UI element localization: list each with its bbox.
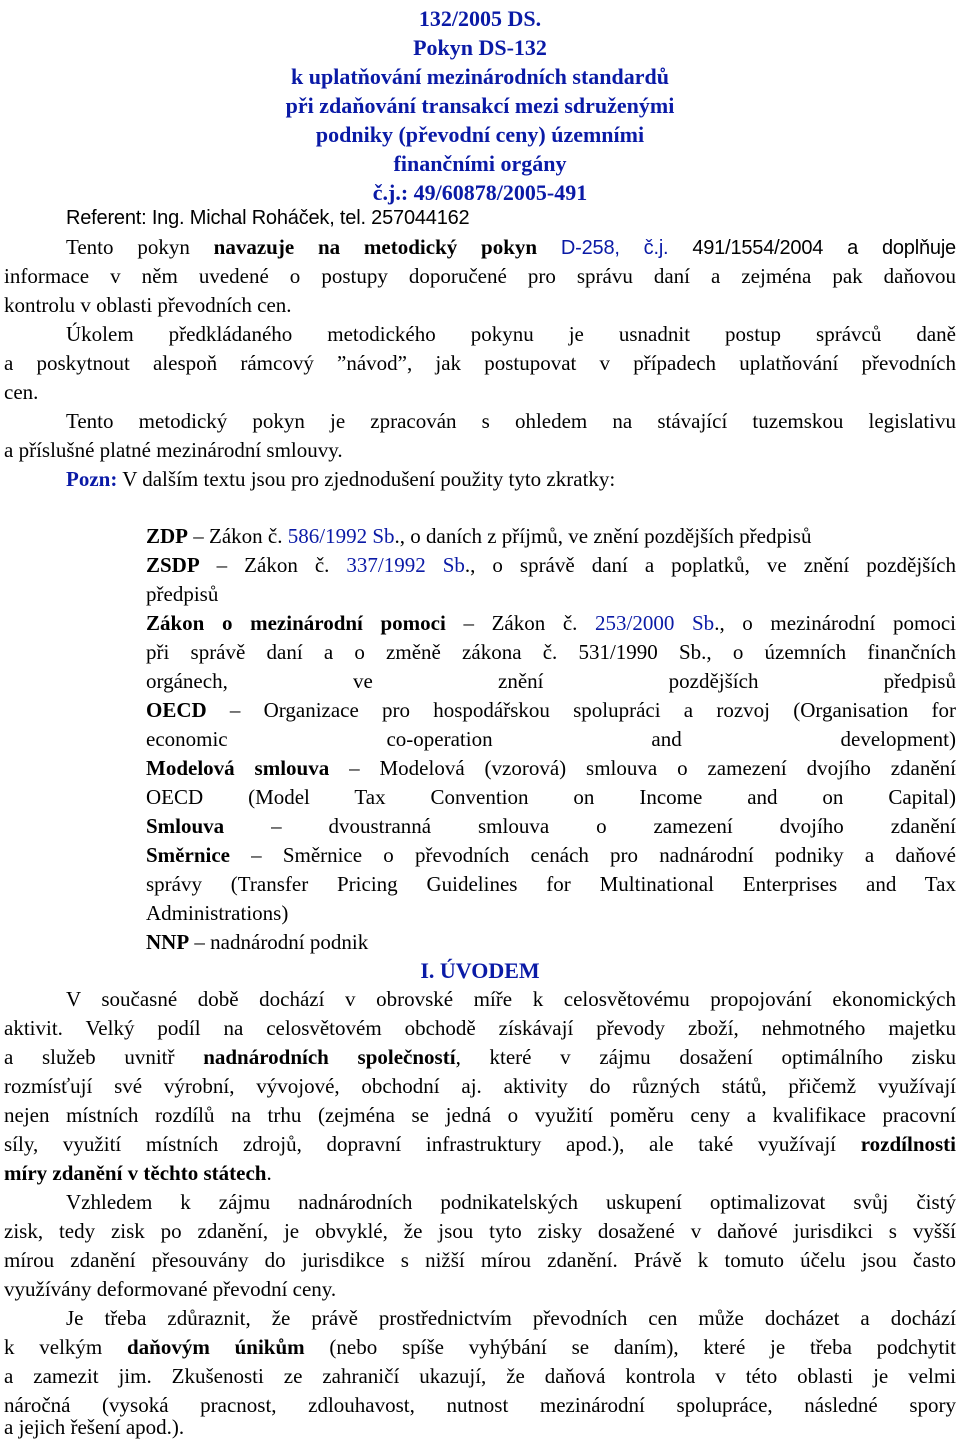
intro-p3-line2: a příslušné platné mezinárodní smlouvy. — [4, 438, 343, 462]
word: co-operation — [386, 727, 493, 751]
word: development) — [840, 727, 956, 751]
abbr-smernice — [146, 841, 956, 870]
abbr-zmp-line2: při správě daní a o změně zákona č. 531/1990 Sb., o územních finančních — [146, 640, 956, 664]
uvodem-a3-pre: a služeb uvnitř — [4, 1045, 204, 1069]
abbr-smlouva — [146, 812, 956, 841]
abbr-smer-line3: Administrations) — [146, 901, 289, 925]
abbr-ms-line2: OECD (Model Tax Convention on Income and on Capital) — [146, 785, 956, 809]
header-line-pokyn: Pokyn DS-132 — [413, 35, 547, 60]
uvodem-a-line6 — [4, 1130, 956, 1159]
pozn-label: Pozn: — [66, 467, 118, 491]
abbr-zdp-a: – Zákon č. — [188, 524, 288, 548]
intro-p1-rest: 491/1554/2004 a doplňuje — [668, 237, 956, 259]
abbr-zmp — [146, 609, 956, 638]
header-line-title-4: finančními orgány — [393, 151, 567, 176]
abbr-zsdp — [146, 551, 956, 580]
abbr-modelova-smlouva — [146, 754, 956, 783]
uvodem-b-line2: zisk, tedy zisk po zdanění, je obvyklé, že jsou tyto zisky dosažené v daňové jurisdikci s vyšší — [4, 1219, 956, 1243]
uvodem-a-line1: V současné době dochází v obrovské míře k celosvětovému propojování ekonomických — [66, 987, 956, 1011]
link-253-2000[interactable]: 253/2000 Sb — [595, 611, 715, 635]
word: and — [651, 727, 682, 751]
word: pozdějších — [668, 669, 759, 693]
section-title: I. ÚVODEM — [420, 958, 540, 983]
abbr-zsdp-b: ., o správě daní a poplatků, ve znění pozdějších — [464, 553, 956, 577]
abbr-zsdp-a: – Zákon č. — [199, 553, 347, 577]
abbr-sm-term: Smlouva — [146, 814, 225, 838]
abbr-smer-line2: správy (Transfer Pricing Guidelines for Multinational Enterprises and Tax — [146, 872, 956, 896]
word: znění — [498, 669, 544, 693]
abbr-zdp-term: ZDP — [146, 524, 188, 548]
abbr-zmp-a: – Zákon č. — [445, 611, 596, 635]
intro-p2-line2: a poskytnout alespoň rámcový ”návod”, jak postupovat v případech uplatňování převodních — [4, 351, 956, 375]
word: ve — [353, 669, 373, 693]
abbr-nnp-term: NNP — [146, 930, 190, 954]
abbr-smer-text: – Směrnice o převodních cenách pro nadnárodní podniky a daňové — [229, 843, 956, 867]
uvodem-a3-post: , které v zájmu dosažení optimálního zisku — [455, 1045, 956, 1069]
header-line-cj: č.j.: 49/60878/2005-491 — [372, 180, 588, 205]
uvodem-a-line2: aktivit. Velký podíl na celosvětovém obchodě získávají převody zboží, nehmotného majetku — [4, 1016, 956, 1040]
abbr-zdp — [146, 522, 956, 551]
intro-p2-line1: Úkolem předkládaného metodického pokynu je usnadnit postup správců daně — [66, 322, 956, 346]
abbr-oecd — [146, 696, 956, 725]
uvodem-a-line7 — [4, 1159, 956, 1188]
uvodem-c-line2 — [4, 1333, 956, 1362]
word: předpisů — [883, 669, 956, 693]
uvodem-a-line5: nejen místních rozdílů na trhu (zejména se jedná o využití poměru ceny a kvalifikace pracovní — [4, 1103, 956, 1127]
link-d258[interactable]: D-258 — [560, 237, 615, 259]
link-586-1992[interactable]: 586/1992 Sb — [287, 524, 395, 548]
uvodem-b-line4: využívány deformované převodní ceny. — [4, 1277, 337, 1301]
abbr-oecd-text: – Organizace pro hospodářskou spolupráci a rozvoj (Organisation for — [206, 698, 956, 722]
intro-p3-line1: Tento metodický pokyn je zpracován s ohledem na stávající tuzemskou legislativu — [66, 409, 956, 433]
abbr-zmp-line3 — [146, 667, 956, 696]
link-337-1992[interactable]: 337/1992 Sb — [346, 553, 465, 577]
abbr-zmp-b: ., o mezinárodní pomoci — [714, 611, 956, 635]
word: economic — [146, 727, 228, 751]
uvodem-c-line1: Je třeba zdůraznit, že právě prostřednictvím převodních cen může docházet a dochází — [66, 1306, 956, 1330]
abbr-ms-text: – Modelová (vzorová) smlouva o zamezení dvojího zdanění — [329, 756, 957, 780]
header-line-title-3: podniky (převodní ceny) územními — [315, 122, 645, 147]
header-line-title-2: při zdaňování transakcí mezi sdruženými — [285, 93, 675, 118]
uvodem-a7-bold: míry zdanění v těchto státech — [4, 1161, 267, 1185]
word: orgánech, — [146, 669, 228, 693]
intro-p2-line3: cen. — [4, 380, 39, 404]
abbr-smer-term: Směrnice — [146, 843, 230, 867]
uvodem-a6-pre: síly, využití místních zdrojů, dopravní infrastruktury apod.), ale také využívají — [4, 1132, 861, 1156]
abbr-oecd-term: OECD — [146, 698, 207, 722]
uvodem-a-line4: rozmísťují své výrobní, vývojové, obchodní aj. aktivity do různých států, přičemž využívají — [4, 1074, 956, 1098]
abbr-sm-text: – dvoustranná smlouva o zamezení dvojího zdanění — [224, 814, 956, 838]
abbr-zmp-term: Zákon o mezinárodní pomoci — [146, 611, 446, 635]
uvodem-a3-bold: nadnárodních společností — [203, 1045, 456, 1069]
abbr-nnp — [146, 928, 956, 957]
uvodem-b-line3: mírou zdanění přesouvány do jurisdikce s nižší mírou zdanění. Právě k tomuto účelu jsou často — [4, 1248, 956, 1272]
pozn-line — [66, 465, 956, 494]
abbr-ms-term: Modelová smlouva — [146, 756, 330, 780]
uvodem-c2-post: (nebo spíše vyhýbání se daním), které je třeba podchytit — [304, 1335, 956, 1359]
header-line-number: 132/2005 DS. — [418, 6, 542, 31]
pozn-text: V dalším textu jsou pro zjednodušení použity tyto zkratky: — [117, 467, 616, 491]
abbr-nnp-text: – nadnárodní podnik — [189, 930, 369, 954]
uvodem-a7-post: . — [266, 1161, 272, 1185]
uvodem-a6-bold: rozdílnosti — [860, 1132, 956, 1156]
abbr-zsdp-term: ZSDP — [146, 553, 200, 577]
abbr-oecd-line2 — [146, 725, 956, 754]
document-header — [0, 4, 960, 207]
uvodem-c2-pre: k velkým — [4, 1335, 127, 1359]
intro-p1-line2: informace v něm uvedené o postupy doporučené pro správu daní a zejména pak daňovou — [4, 264, 956, 288]
intro-p1-line1 — [66, 233, 956, 263]
link-cj[interactable]: , č.j. — [614, 237, 669, 259]
header-line-title-1: k uplatňování mezinárodních standardů — [291, 64, 669, 89]
uvodem-b-line1: Vzhledem k zájmu nadnárodních podnikatelských uskupení optimalizovat svůj čistý — [66, 1190, 956, 1214]
abbr-zsdp-line2: předpisů — [146, 582, 219, 606]
intro-p1-bold: navazuje na metodický pokyn — [213, 235, 561, 259]
uvodem-c-line5: a jejich řešení apod.). — [4, 1415, 185, 1439]
intro-p1-line3: kontrolu v oblasti převodních cen. — [4, 293, 292, 317]
uvodem-c-line3: a zamezit jim. Zkušenosti ze zahraničí ukazují, že daňová kontrola v této oblasti je velmi — [4, 1364, 956, 1388]
uvodem-a-line3 — [4, 1043, 956, 1072]
uvodem-c-line4: náročná (vysoká pracnost, zdlouhavost, nutnost mezinárodní spolupráce, následné spory — [4, 1393, 956, 1417]
abbr-zdp-b: ., o daních z příjmů, ve znění pozdějších předpisů — [394, 524, 812, 548]
uvodem-c2-bold: daňovým únikům — [127, 1335, 305, 1359]
intro-p1-pre: Tento pokyn — [66, 235, 214, 259]
referent-line: Referent: Ing. Michal Roháček, tel. 257044162 — [66, 207, 470, 229]
